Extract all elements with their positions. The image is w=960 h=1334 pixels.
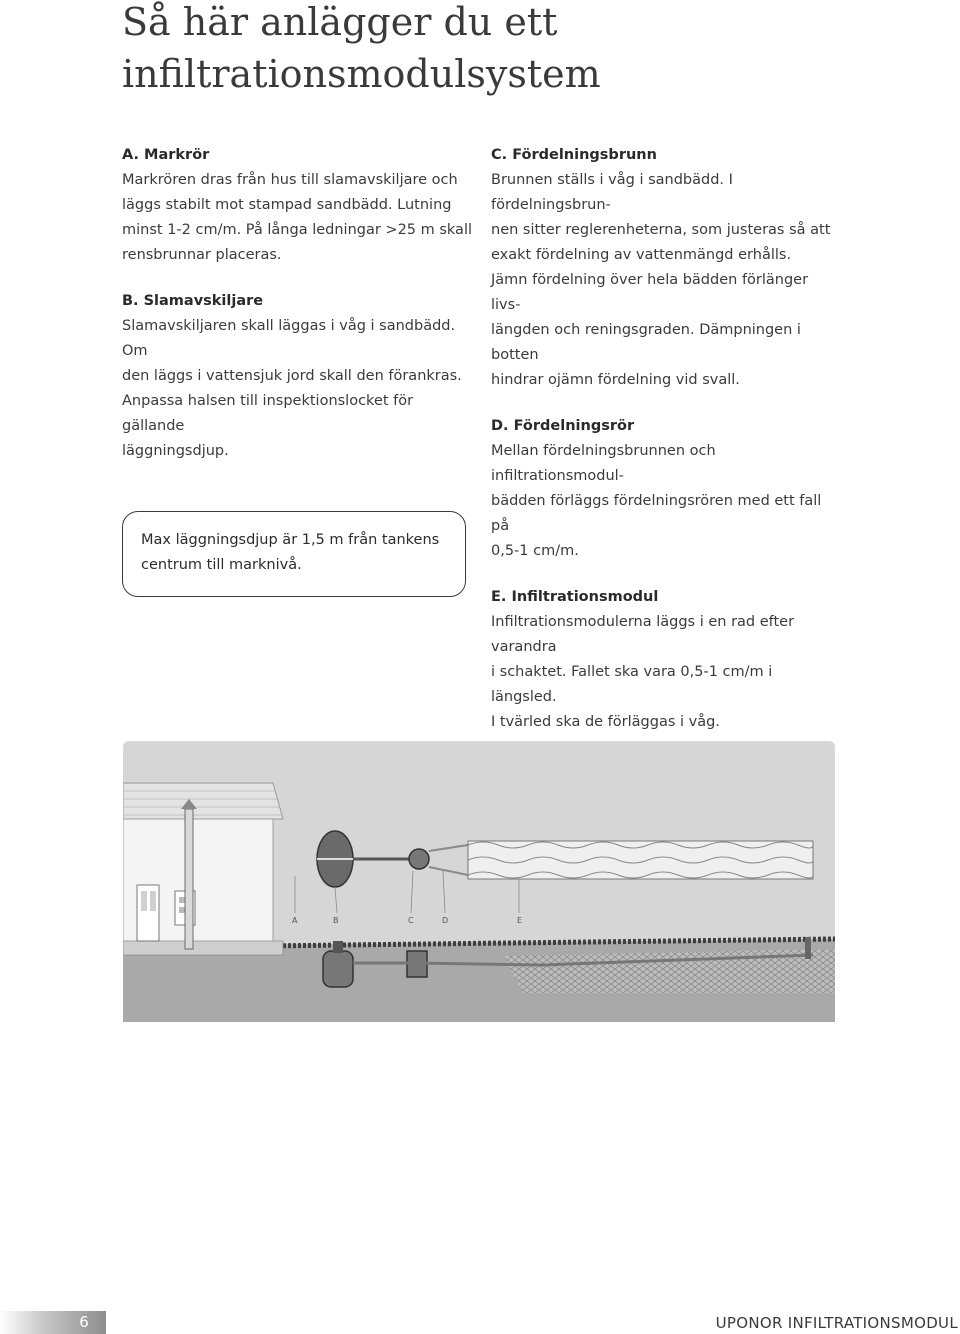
- text-line: rensbrunnar placeras.: [122, 247, 282, 263]
- text-line: minst 1-2 cm/m. På långa ledningar >25 m skall: [122, 222, 473, 238]
- text-line: hindrar ojämn fördelning vid svall.: [491, 372, 740, 388]
- infiltration-modules-top: [468, 841, 813, 879]
- section-text: [491, 610, 841, 735]
- section-heading: B. Slamavskiljare: [122, 293, 264, 309]
- section-heading: C. Fördelningsbrunn: [491, 147, 657, 163]
- section-heading: A. Markrör: [122, 147, 210, 163]
- house: [123, 783, 283, 955]
- end-vent: [805, 937, 811, 959]
- text-line: i schaktet. Fallet ska vara 0,5-1 cm/m i längsled.: [491, 664, 773, 705]
- note-line: Max läggningsdjup är 1,5 m från tankens: [141, 532, 440, 548]
- right-column: [491, 143, 841, 756]
- text-line: läggningsdjup.: [122, 443, 229, 459]
- text-line: Mellan fördelningsbrunnen och infiltrationsmodul-: [491, 443, 716, 484]
- label-c: C: [408, 916, 414, 925]
- section-text: [122, 314, 472, 464]
- text-line: längden och reningsgraden. Dämpningen i botten: [491, 322, 801, 363]
- page-title: [122, 0, 882, 100]
- section-text: [122, 168, 472, 268]
- section-heading: D. Fördelningsrör: [491, 418, 635, 434]
- note-line: centrum till marknivå.: [141, 557, 302, 573]
- label-b: B: [333, 916, 339, 925]
- section-text-extra: [491, 268, 841, 393]
- text-line: Brunnen ställs i våg i sandbädd. I fördelningsbrun-: [491, 172, 733, 213]
- section-d-fordelningsror: [491, 414, 841, 564]
- page-number: 6: [79, 1313, 89, 1331]
- section-text: [491, 168, 841, 268]
- text-line: nen sitter reglerenheterna, som justeras så att: [491, 222, 831, 238]
- left-column: [122, 143, 472, 485]
- text-line: bädden förläggs fördelningsrören med ett fall på: [491, 493, 822, 534]
- label-d: D: [442, 916, 449, 925]
- footer-brand: UPONOR INFILTRATIONSMODUL: [715, 1314, 958, 1332]
- text-line: Anpassa halsen till inspektionslocket för gällande: [122, 393, 414, 434]
- text-line: exakt fördelning av vattenmängd erhålls.: [491, 247, 792, 263]
- page-title-line-1: Så här anlägger du ett: [122, 0, 558, 44]
- text-line: Infiltrationsmodulerna läggs i en rad efter varandra: [491, 614, 795, 655]
- label-a: A: [292, 916, 298, 925]
- text-line: Markrören dras från hus till slamavskiljare och: [122, 172, 458, 188]
- text-line: I tvärled ska de förläggas i våg.: [491, 714, 720, 730]
- section-a-markror: [122, 143, 472, 268]
- section-b-slamavskiljare: [122, 289, 472, 464]
- section-c-fordelningsbrunn: [491, 143, 841, 393]
- depth-note-box: [122, 511, 466, 597]
- installation-diagram: [123, 741, 835, 1022]
- label-e: E: [517, 916, 523, 925]
- section-text: [491, 439, 841, 564]
- page-title-line-2: infiltrationsmodulsystem: [122, 52, 601, 96]
- section-e-infiltrationsmodul: [491, 585, 841, 735]
- text-line: 0,5-1 cm/m.: [491, 543, 579, 559]
- section-heading: E. Infiltrationsmodul: [491, 589, 659, 605]
- text-line: den läggs i vattensjuk jord skall den förankras.: [122, 368, 462, 384]
- text-line: Jämn fördelning över hela bädden förlänger livs-: [491, 272, 809, 313]
- text-line: läggs stabilt mot stampad sandbädd. Lutning: [122, 197, 452, 213]
- text-line: Slamavskiljaren skall läggas i våg i sandbädd. Om: [122, 318, 456, 359]
